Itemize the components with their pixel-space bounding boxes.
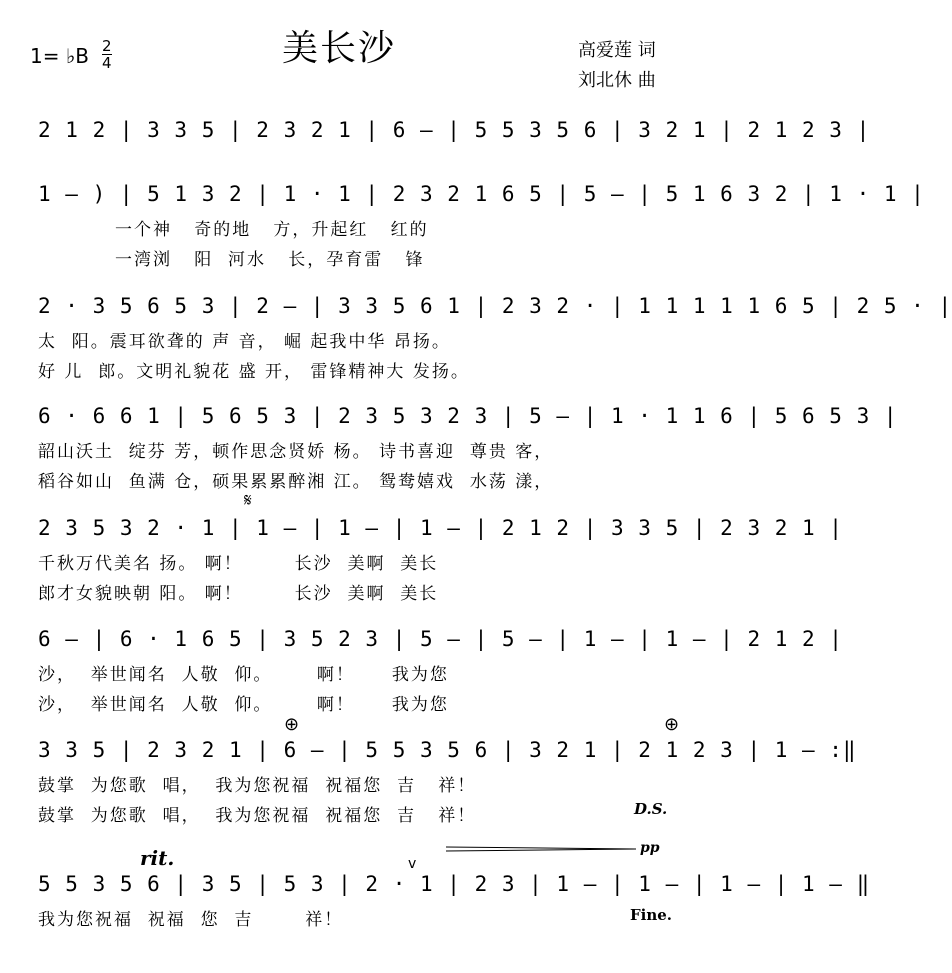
notation-line: 6 · 6 6 1 | 5 6 5 3 | 2 3 5 3 2 3 | 5 – | 1 · 1 1 6 | 5 6 5 3 | bbox=[38, 404, 898, 428]
decrescendo-hairpin bbox=[446, 846, 636, 852]
notation-line: 1 – ) | 5 1 3 2 | 1 · 1 | 2 3 2 1 6 5 | 5 – | 5 1 6 3 2 | 1 · 1 | bbox=[38, 182, 925, 206]
lyrics-verse-2: 一湾浏 阳 河水 长，孕育雷 锋 bbox=[115, 250, 425, 270]
segno-icon: 𝄋 bbox=[244, 490, 252, 511]
notation-line: 2 3 5 3 2 · 1 | 1 – | 1 – | 1 – | 2 1 2 | 3 3 5 | 2 3 2 1 | bbox=[38, 516, 843, 540]
lyrics-verse-1: 太 阳。震耳欲聋的 声 音， 崛 起我中华 昂扬。 bbox=[38, 332, 451, 352]
lyrics-verse-1: 韶山沃土 绽芬 芳，顿作思念贤娇 杨。 诗书喜迎 尊贵 客， bbox=[38, 442, 554, 462]
meter-bottom: 4 bbox=[102, 54, 112, 72]
coda-icon: ⊕ bbox=[664, 714, 680, 735]
meter-top: 2 bbox=[102, 37, 112, 55]
key-signature: 1= ♭B bbox=[30, 44, 89, 68]
lyrics-verse-2: 稻谷如山 鱼满 仓，硕果累累醉湘 江。 鸳鸯嬉戏 水荡 漾， bbox=[38, 472, 554, 492]
ritardando-mark: rit. bbox=[140, 846, 175, 870]
composer: 刘北休 曲 bbox=[578, 70, 656, 91]
notation-line: 2 · 3 5 6 5 3 | 2 – | 3 3 5 6 1 | 2 3 2 · | 1 1 1 1 1 6 5 | 2 5 · | bbox=[38, 294, 952, 318]
lyrics-verse-1: 沙， 举世闻名 人敬 仰。 啊！ 我为您 bbox=[38, 665, 449, 685]
lyrics-verse-1: 我为您祝福 祝福 您 吉 祥！ bbox=[38, 910, 344, 930]
coda-icon: ⊕ bbox=[284, 714, 300, 735]
lyrics-verse-1: 鼓掌 为您歌 唱， 我为您祝福 祝福您 吉 祥！ bbox=[38, 776, 477, 796]
lyrics-verse-2: 好 儿 郎。文明礼貌花 盛 开， 雷锋精神大 发扬。 bbox=[38, 362, 470, 382]
pianissimo-mark: pp bbox=[640, 840, 660, 856]
lyrics-verse-1: 千秋万代美名 扬。 啊！ 长沙 美啊 美长 bbox=[38, 554, 439, 574]
lyricist: 高爱莲 词 bbox=[578, 40, 656, 61]
notation-line: 6 – | 6 · 1 6 5 | 3 5 2 3 | 5 – | 5 – | 1 – | 1 – | 2 1 2 | bbox=[38, 627, 843, 651]
lyrics-verse-2: 鼓掌 为您歌 唱， 我为您祝福 祝福您 吉 祥！ bbox=[38, 806, 477, 826]
breath-mark: v bbox=[408, 856, 417, 872]
notation-line: 5 5 3 5 6 | 3 5 | 5 3 | 2 · 1 | 2 3 | 1 – | 1 – | 1 – | 1 – ‖ bbox=[38, 872, 871, 896]
notation-line: 3 3 5 | 2 3 2 1 | 6 – | 5 5 3 5 6 | 3 2 1 | 2 1 2 3 | 1 – :‖ bbox=[38, 738, 857, 762]
lyrics-verse-2: 沙， 举世闻名 人敬 仰。 啊！ 我为您 bbox=[38, 695, 449, 715]
page-title: 美长沙 bbox=[282, 28, 397, 69]
lyrics-verse-1: 一个神 奇的地 方，升起红 红的 bbox=[115, 220, 429, 240]
lyrics-verse-2: 郎才女貌映朝 阳。 啊！ 长沙 美啊 美长 bbox=[38, 584, 439, 604]
fine-mark: Fine. bbox=[630, 906, 673, 924]
time-signature bbox=[102, 38, 112, 71]
notation-line: 2 1 2 | 3 3 5 | 2 3 2 1 | 6 – | 5 5 3 5 6 | 3 2 1 | 2 1 2 3 | bbox=[38, 118, 871, 142]
dal-segno-mark: D.S. bbox=[634, 800, 668, 818]
